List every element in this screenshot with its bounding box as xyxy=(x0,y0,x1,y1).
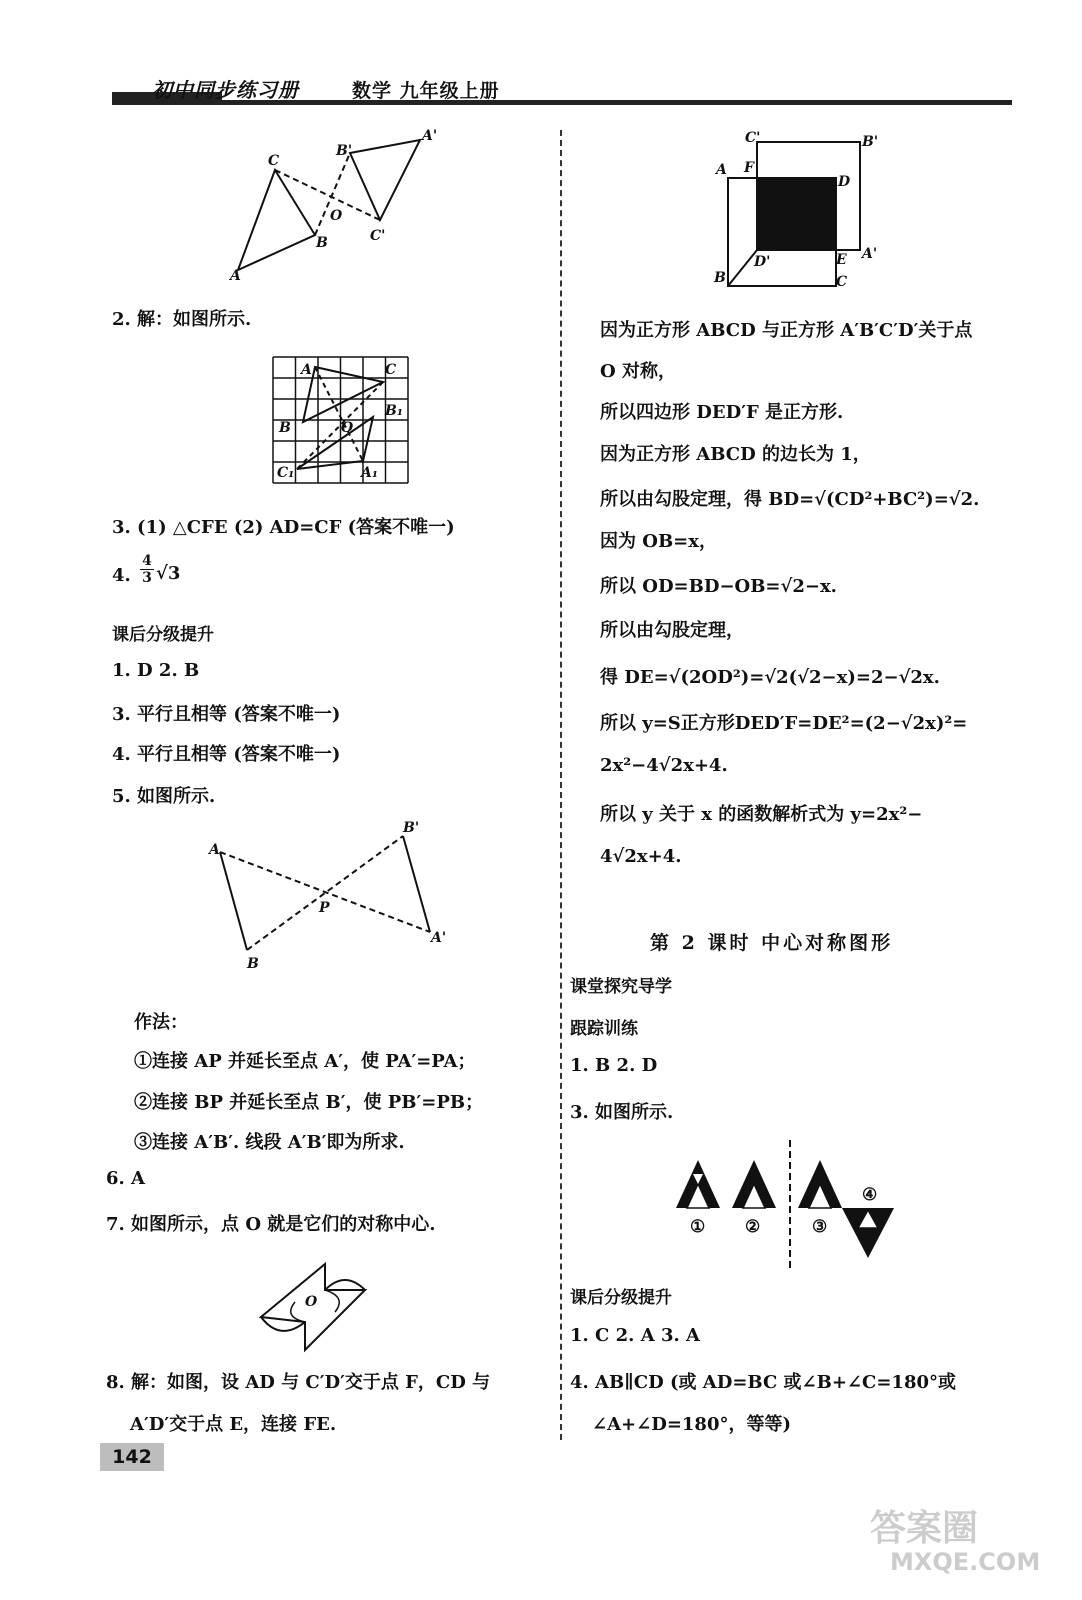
triangle-abc xyxy=(238,170,315,270)
grid-label-b: B xyxy=(279,420,291,436)
sq-label-a-prime: A' xyxy=(862,246,878,262)
pattern-label-1: ① xyxy=(690,1217,706,1237)
answer-line-7: 7. 如图所示，点 O 就是它们的对称中心. xyxy=(106,1214,436,1235)
grid-label-c1: C₁ xyxy=(277,465,295,481)
label-b-prime: B' xyxy=(336,143,353,159)
label-o: O xyxy=(330,208,343,224)
sq-label-d: D xyxy=(838,174,851,190)
sq-label-a: A xyxy=(716,162,727,178)
sq-label-c: C xyxy=(836,274,848,290)
answer-line-6: 6. A xyxy=(106,1168,146,1189)
lesson-title: 第 2 课时 中心对称图形 xyxy=(650,932,894,954)
page-header xyxy=(112,70,1012,110)
page-number: 142 xyxy=(100,1443,164,1471)
answer-line-1: 1. D 2. B xyxy=(112,660,200,681)
fig5-label-a: A xyxy=(209,842,220,858)
after-line-4b: ∠A+∠D=180°，等等) xyxy=(592,1414,791,1435)
proof-line-1: 因为正方形 ABCD 与正方形 A′B′C′D′关于点 xyxy=(600,320,973,341)
book-subject: 数学 九年级上册 xyxy=(352,80,500,102)
q2-text: 2. 解：如图所示. xyxy=(112,309,252,330)
answer-line-5: 5. 如图所示. xyxy=(112,786,216,807)
label-c: C xyxy=(268,153,280,169)
triangle-a-b-c-prime xyxy=(350,140,420,220)
proof-line-6: 因为 OB=x， xyxy=(600,531,717,552)
answer-line-4: 4. 平行且相等 (答案不唯一) xyxy=(112,744,341,765)
fig7-label-o: O xyxy=(305,1294,318,1310)
grid-label-b1: B₁ xyxy=(385,403,403,419)
proof-line-13: 4√2x+4. xyxy=(600,846,682,867)
proof-line-12: 所以 y 关于 x 的函数解析式为 y=2x²− xyxy=(600,804,923,825)
method-step-3: ③连接 A′B′. 线段 A′B′即为所求. xyxy=(134,1132,405,1153)
grid-triangle-top xyxy=(303,367,383,422)
grid-label-a: A xyxy=(301,362,312,378)
proof-line-7: 所以 OD=BD−OB=√2−x. xyxy=(600,576,837,597)
q3-text: 3. (1) △CFE (2) AD=CF (答案不唯一) xyxy=(112,517,455,538)
sq-label-b: B xyxy=(714,270,726,286)
grid-label-c: C xyxy=(385,362,397,378)
fig5-label-b-prime: B' xyxy=(403,820,420,836)
section-tracking: 跟踪训练 xyxy=(570,1019,638,1039)
proof-line-2: O 对称， xyxy=(600,361,676,382)
proof-line-5: 所以由勾股定理，得 BD=√(CD²+BC²)=√2. xyxy=(600,489,980,510)
pattern-label-3: ③ xyxy=(812,1217,828,1237)
proof-line-8: 所以由勾股定理， xyxy=(600,620,744,641)
section-class-explore: 课堂探究导学 xyxy=(570,977,672,997)
figure-point-symmetry xyxy=(205,820,455,970)
sq-label-e: E xyxy=(836,252,847,268)
pattern-4 xyxy=(842,1208,894,1258)
method-step-2: ②连接 BP 并延长至点 B′，使 PB′=PB； xyxy=(134,1092,484,1113)
track-line-2: 3. 如图所示. xyxy=(570,1102,674,1123)
sq-label-b-prime: B' xyxy=(862,134,879,150)
answer-line-8a: 8. 解：如图，设 AD 与 C′D′交于点 F，CD 与 xyxy=(106,1372,491,1393)
label-a: A xyxy=(230,268,241,284)
q4-root: √3 xyxy=(156,563,181,584)
figure-symmetric-shape xyxy=(255,1262,385,1352)
pattern-3 xyxy=(798,1160,842,1208)
track-line-1: 1. B 2. D xyxy=(570,1055,658,1076)
figure-triangle-symmetry xyxy=(230,125,450,285)
proof-line-9: 得 DE=√(2OD²)=√2(√2−x)=2−√2x. xyxy=(600,667,940,688)
proof-line-10: 所以 y=S正方形DED′F=DE²=(2−√2x)²= xyxy=(600,713,968,734)
section-after-class-2: 课后分级提升 xyxy=(570,1288,672,1308)
sq-label-f: F xyxy=(744,160,754,176)
label-b: B xyxy=(316,235,328,251)
answer-line-8b: A′D′交于点 E，连接 FE. xyxy=(130,1414,337,1435)
pattern-2 xyxy=(732,1160,776,1208)
section-after-class-1: 课后分级提升 xyxy=(112,625,214,645)
fig5-label-a-prime: A' xyxy=(431,930,447,946)
sq-label-d-prime: D' xyxy=(754,254,771,270)
watermark-logo: 答案圈 xyxy=(870,1508,979,1549)
after-line-1: 1. C 2. A 3. A xyxy=(570,1325,700,1346)
grid-label-a1: A₁ xyxy=(361,465,378,481)
answer-line-3: 3. 平行且相等 (答案不唯一) xyxy=(112,704,341,725)
book-title: 初中同步练习册 xyxy=(152,78,299,102)
q4-prefix: 4. xyxy=(112,565,131,586)
q4-denominator: 3 xyxy=(142,570,152,586)
q4-numerator: 4 xyxy=(140,553,154,570)
figure-triangle-patterns xyxy=(668,1138,898,1268)
q4-fraction xyxy=(140,553,154,586)
label-a-prime: A' xyxy=(422,128,438,144)
label-c-prime: C' xyxy=(370,228,386,244)
column-divider xyxy=(560,130,564,1440)
figure-squares xyxy=(712,130,882,290)
watermark-url: MXQE.COM xyxy=(890,1548,1041,1576)
figure-grid xyxy=(273,357,409,485)
after-line-4a: 4. AB∥CD (或 AD=BC 或∠B+∠C=180°或 xyxy=(570,1372,956,1393)
method-title: 作法： xyxy=(134,1012,188,1033)
fig5-label-b: B xyxy=(247,956,259,972)
proof-line-11: 2x²−4√2x+4. xyxy=(600,755,728,776)
sq-label-c-prime: C' xyxy=(745,130,761,146)
proof-line-3: 所以四边形 DED′F 是正方形. xyxy=(600,402,844,423)
method-step-1: ①连接 AP 并延长至点 A′，使 PA′=PA； xyxy=(134,1051,476,1072)
fig5-label-p: P xyxy=(319,900,330,916)
grid-triangle-bottom xyxy=(297,417,373,469)
grid-label-o: O xyxy=(341,420,354,436)
pattern-label-2: ② xyxy=(745,1217,761,1237)
overlap-square xyxy=(757,178,836,250)
proof-line-4: 因为正方形 ABCD 的边长为 1， xyxy=(600,444,871,465)
pattern-1 xyxy=(676,1160,720,1208)
pattern-label-4: ④ xyxy=(862,1185,878,1205)
